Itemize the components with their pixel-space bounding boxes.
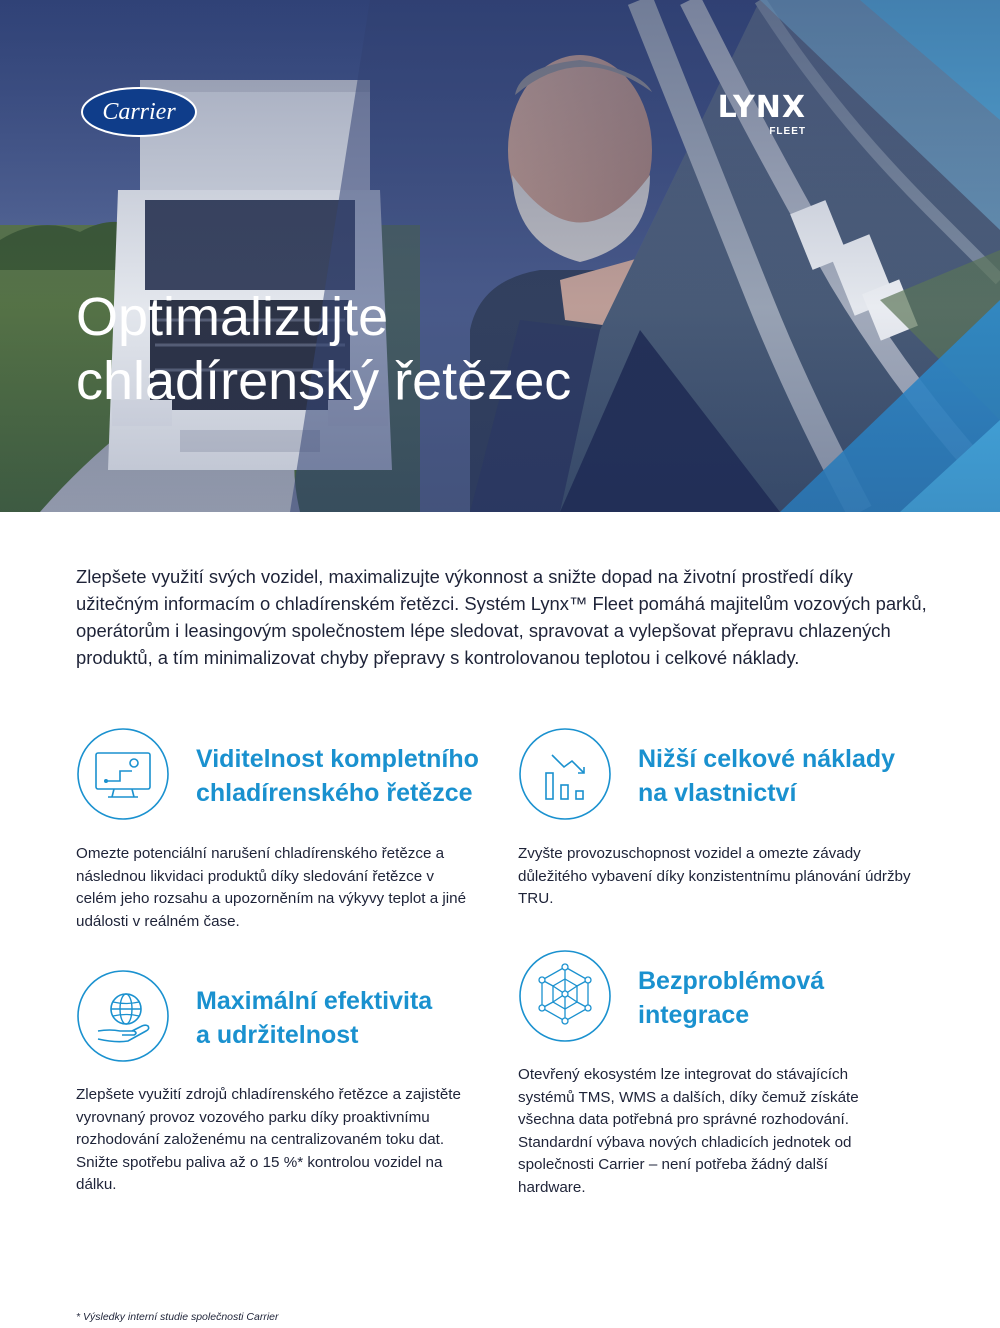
hero-banner [0,0,1000,512]
feature-title-line-1: Nižší celkové náklady [638,745,896,773]
carrier-logo [80,86,198,138]
feature-text: Otevřený ekosystém lze integrovat do stávajících systémů TMS, WMS a dalších, díky čemuž získáte všechna data potřebná pro správné rozhodování. Standardní výbava nových chladicích jednotek od společnosti Carrier – není potřeba žádný další hardware. [518,1066,859,1196]
feature-cost [518,727,938,917]
feature-title-line-1: Maximální efektivita [196,987,433,1015]
monitor-route-icon [76,727,170,821]
title-line-2: chladírenský řetězec [76,351,572,411]
feature-visibility [76,727,496,937]
globe-hand-icon [76,969,170,1063]
lynx-logo-text: LYNX [717,90,806,125]
footnote: * Výsledky interní studie společnosti Carrier [76,1311,279,1323]
feature-title [196,984,516,1052]
feature-title-line-1: Viditelnost kompletního [196,745,479,773]
feature-title [196,742,516,810]
feature-integration [518,949,938,1209]
feature-title-line-2: chladírenského řetězce [196,779,473,807]
page-title [76,285,776,413]
feature-title-line-2: integrace [638,1001,750,1029]
feature-text: Omezte potenciální narušení chladírenského řetězce a následnou likvidaci produktů díky sledování řetězce v celém jeho rozsahu a upozorněním na výkyvy teplot a jiné události v reálném čase. [76,845,467,930]
feature-title-line-1: Bezproblémová [638,967,825,995]
cost-decrease-chart-icon [518,727,612,821]
carrier-logo-text: Carrier [102,99,176,125]
feature-title [638,742,958,810]
feature-title-line-2: na vlastnictví [638,779,797,807]
fleet-logo-text: FLEET [769,126,806,137]
feature-title [638,964,958,1032]
intro-paragraph: Zlepšete využití svých vozidel, maximalizujte výkonnost a snižte dopad na životní prostředí díky užitečným informacím o chladírenském řetězci. Systém Lynx™ Fleet pomáhá majitelům vozových parků, operátorům i leasingovým společnostem lépe sledovat, spravovat a vylepšovat přepravu chlazených produktů, a tím minimalizovat chyby přepravy s kontrolovanou teplotou i celkové náklady. [76,566,927,668]
network-integration-icon [518,949,612,1043]
lynx-fleet-logo [706,92,806,142]
title-line-1: Optimalizujte [76,287,389,347]
feature-title-line-2: a udržitelnost [196,1021,359,1049]
feature-text: Zlepšete využití zdrojů chladírenského řetězce a zajistěte vyrovnaný provoz vozového parku díky proaktivnímu rozhodování založenému na centralizovaném toku dat. Snižte spotřebu paliva až o 15 %* kontrolou vozidel na dálku. [76,1086,461,1193]
feature-text: Zvyšte provozuschopnost vozidel a omezte závady důležitého vybavení díky konzistentnímu plánování údržby TRU. [518,845,911,907]
feature-efficiency [76,969,496,1199]
hero-photo-collage [0,0,1000,512]
